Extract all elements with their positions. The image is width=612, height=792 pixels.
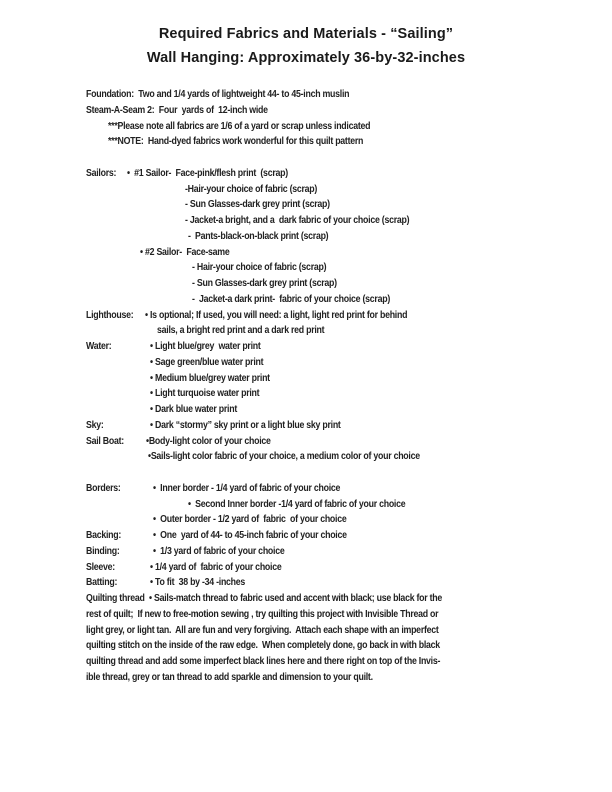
line-text: - Sun Glasses-dark grey print (scrap) bbox=[185, 199, 330, 211]
doc-line bbox=[0, 120, 612, 136]
line-text: •Sails-light color fabric of your choice, a medium color of your choice bbox=[148, 451, 420, 463]
line-text: • Dark “stormy” sky print or a light blue sky print bbox=[150, 419, 341, 431]
line-text: - Hair-your choice of fabric (scrap) bbox=[192, 262, 327, 274]
doc-line bbox=[0, 466, 612, 482]
doc-line bbox=[0, 277, 612, 293]
doc-line bbox=[0, 261, 612, 277]
doc-line-labeled bbox=[0, 435, 612, 451]
line-text: •Body-light color of your choice bbox=[146, 435, 271, 447]
line-text: quilting thread and add some imperfect black lines here and there right on top of the Invis- bbox=[86, 656, 441, 667]
line-label: Sleeve: bbox=[86, 561, 115, 573]
doc-line-labeled bbox=[0, 309, 612, 325]
doc-line-labeled bbox=[0, 167, 612, 183]
line-text: ***NOTE: Hand-dyed fabrics work wonderful for this quilt pattern bbox=[108, 136, 364, 148]
doc-line bbox=[0, 246, 612, 262]
line-text: - Sun Glasses-dark grey print (scrap) bbox=[192, 278, 337, 289]
line-text: • 1/4 yard of fabric of your choice bbox=[150, 561, 282, 573]
doc-line bbox=[0, 198, 612, 214]
doc-line bbox=[0, 403, 612, 419]
line-label: Borders: bbox=[86, 482, 121, 494]
line-text: • Medium blue/grey water print bbox=[150, 372, 270, 384]
doc-line-labeled bbox=[0, 576, 612, 592]
line-text: • Is optional; If used, you will need: a light, light red print for behind bbox=[145, 309, 408, 321]
line-text: quilting stitch on the inside of the raw edge. When completely done, go back in with black bbox=[86, 640, 440, 652]
doc-line bbox=[0, 356, 612, 372]
line-text: Steam-A-Seam 2: Four yards of 12-inch wide bbox=[86, 104, 268, 116]
line-text: light grey, or light tan. All are fun and very forgiving. Attach each shape with an imperfect bbox=[86, 624, 439, 636]
line-label: Sail Boat: bbox=[86, 435, 124, 447]
line-label: Batting: bbox=[86, 577, 118, 589]
line-text: Quilting thread • Sails-match thread to fabric used and accent with black; use black for the bbox=[86, 593, 443, 604]
line-text: sails, a bright red print and a dark red print bbox=[157, 325, 325, 337]
title-line-2: Wall Hanging: Approximately 36-by-32-inches bbox=[146, 50, 466, 66]
doc-line-labeled bbox=[0, 545, 612, 561]
line-text: -Hair-your choice of fabric (scrap) bbox=[185, 183, 318, 195]
doc-line bbox=[0, 293, 612, 309]
line-text: • To fit 38 by -34 -inches bbox=[150, 577, 246, 589]
doc-line bbox=[0, 513, 612, 529]
line-text: • Sage green/blue water print bbox=[150, 356, 264, 368]
doc-line bbox=[0, 450, 612, 466]
doc-line bbox=[0, 324, 612, 340]
line-text: • One yard of 44- to 45-inch fabric of your choice bbox=[153, 530, 347, 541]
doc-line bbox=[0, 655, 612, 671]
line-text: ible thread, grey or tan thread to add sparkle and dimension to your quilt. bbox=[86, 671, 373, 683]
doc-line bbox=[0, 387, 612, 403]
doc-line bbox=[0, 592, 612, 608]
doc-line bbox=[0, 608, 612, 624]
line-text: • Dark blue water print bbox=[150, 404, 237, 415]
doc-line-labeled bbox=[0, 419, 612, 435]
line-text: rest of quilt; If new to free-motion sewing , try quilting this project with Invisible Thread or bbox=[86, 608, 439, 620]
line-text: • Second Inner border -1/4 yard of fabric of your choice bbox=[188, 498, 406, 510]
line-text: ***Please note all fabrics are 1/6 of a yard or scrap unless indicated bbox=[108, 120, 371, 132]
doc-line bbox=[0, 88, 612, 104]
line-text: • 1/3 yard of fabric of your choice bbox=[153, 545, 285, 557]
doc-line bbox=[0, 372, 612, 388]
document-lines bbox=[0, 88, 612, 687]
title-line-1: Required Fabrics and Materials - “Sailing” bbox=[158, 26, 454, 42]
doc-line bbox=[0, 104, 612, 120]
line-label: Backing: bbox=[86, 530, 122, 541]
doc-line-labeled bbox=[0, 561, 612, 577]
line-text: - Jacket-a bright, and a dark fabric of your choice (scrap) bbox=[185, 215, 410, 226]
doc-line bbox=[0, 151, 612, 167]
line-text: Foundation: Two and 1/4 yards of lightweight 44- to 45-inch muslin bbox=[86, 89, 350, 100]
line-text: • Light turquoise water print bbox=[150, 388, 260, 400]
document-title bbox=[0, 22, 612, 70]
line-label: Water: bbox=[86, 341, 112, 352]
doc-line bbox=[0, 498, 612, 514]
doc-line bbox=[0, 671, 612, 687]
line-label: Sailors: bbox=[86, 167, 117, 179]
line-text: • Inner border - 1/4 yard of fabric of your choice bbox=[153, 482, 341, 494]
doc-line bbox=[0, 135, 612, 151]
line-text: • Light blue/grey water print bbox=[150, 341, 261, 352]
doc-line bbox=[0, 214, 612, 230]
line-text: - Jacket-a dark print- fabric of your choice (scrap) bbox=[192, 293, 390, 305]
line-text: • #2 Sailor- Face-same bbox=[140, 246, 230, 258]
line-text: • Outer border - 1/2 yard of fabric of your choice bbox=[153, 514, 347, 526]
line-text: - Pants-black-on-black print (scrap) bbox=[188, 230, 329, 242]
doc-line-labeled bbox=[0, 529, 612, 545]
doc-line-labeled bbox=[0, 482, 612, 498]
doc-line bbox=[0, 183, 612, 199]
line-label: Binding: bbox=[86, 545, 120, 557]
line-text: • #1 Sailor- Face-pink/flesh print (scrap) bbox=[127, 167, 288, 179]
doc-line-labeled bbox=[0, 340, 612, 356]
doc-line bbox=[0, 624, 612, 640]
doc-line bbox=[0, 230, 612, 246]
line-label: Lighthouse: bbox=[86, 309, 134, 321]
doc-line bbox=[0, 639, 612, 655]
line-label: Sky: bbox=[86, 419, 104, 431]
